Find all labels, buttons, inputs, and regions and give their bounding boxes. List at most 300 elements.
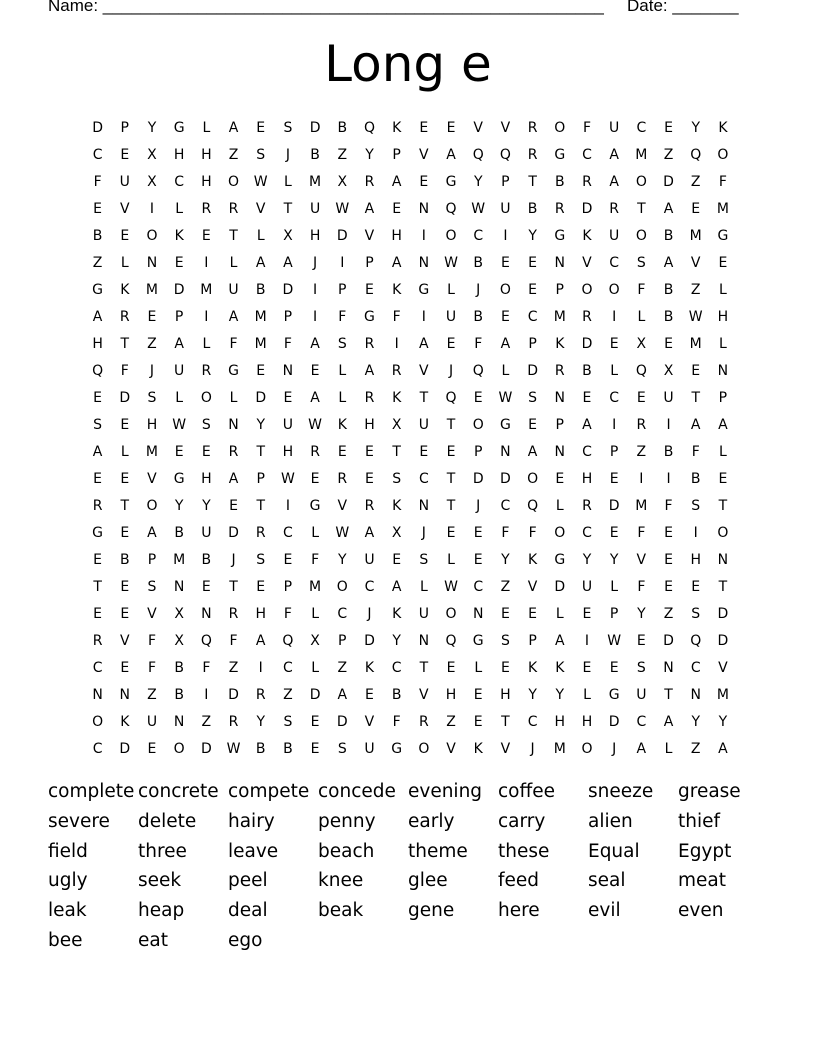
grid-letter: N <box>173 578 185 595</box>
grid-letter: O <box>445 605 457 622</box>
grid-letter: A <box>718 740 728 757</box>
grid-letter: P <box>392 146 401 163</box>
grid-letter: U <box>174 362 185 379</box>
word-bank-item: seal <box>588 870 626 892</box>
grid-letter: K <box>528 551 538 568</box>
grid-letter: D <box>173 281 185 298</box>
grid-letter: E <box>500 659 510 676</box>
grid-letter: X <box>174 632 184 649</box>
grid-letter: S <box>147 389 157 406</box>
grid-letter: H <box>581 713 593 730</box>
grid-letter: E <box>664 335 673 352</box>
grid-letter: Y <box>528 227 537 244</box>
grid-letter: A <box>391 254 402 271</box>
grid-letter: A <box>228 308 239 325</box>
grid-letter: M <box>716 686 729 703</box>
grid-letter: Y <box>637 605 646 622</box>
grid-letter: E <box>500 308 510 325</box>
grid-letter: S <box>636 254 646 271</box>
grid-letter: U <box>636 686 647 703</box>
grid-letter: O <box>336 578 348 595</box>
grid-letter: Q <box>445 632 457 649</box>
grid-letter: O <box>173 740 185 757</box>
word-bank-item: feed <box>498 870 540 892</box>
grid-letter: B <box>201 551 212 568</box>
grid-letter: B <box>310 146 320 163</box>
word-bank-item: gene <box>408 900 455 922</box>
grid-letter: Z <box>446 713 456 730</box>
grid-letter: U <box>445 308 457 325</box>
grid-letter: I <box>204 686 209 703</box>
grid-letter: N <box>173 713 185 730</box>
grid-letter: K <box>582 227 592 244</box>
grid-letter: T <box>446 497 456 514</box>
grid-letter: C <box>636 713 647 730</box>
grid-letter: F <box>637 524 646 541</box>
grid-letter: C <box>92 740 103 757</box>
grid-letter: E <box>528 281 538 298</box>
grid-letter: D <box>608 497 620 514</box>
grid-letter: C <box>690 659 701 676</box>
grid-letter: C <box>527 308 538 325</box>
grid-letter: I <box>666 470 671 487</box>
grid-letter: O <box>717 146 729 163</box>
grid-letter: B <box>663 443 674 460</box>
grid-letter: K <box>364 659 375 676</box>
grid-letter: D <box>472 470 484 487</box>
grid-letter: E <box>120 416 130 433</box>
grid-letter: T <box>501 713 510 730</box>
grid-letter: W <box>253 173 268 190</box>
grid-letter: A <box>310 389 320 406</box>
grid-letter: O <box>717 524 729 541</box>
grid-letter: E <box>201 578 211 595</box>
grid-letter: Z <box>337 146 348 163</box>
grid-letter: D <box>663 632 674 649</box>
grid-letter: E <box>93 470 103 487</box>
grid-letter: G <box>228 362 239 379</box>
letter-grid <box>84 114 737 762</box>
grid-letter: U <box>364 740 375 757</box>
grid-letter: L <box>610 578 619 595</box>
grid-letter: F <box>582 119 591 136</box>
grid-letter: Z <box>663 146 674 163</box>
grid-letter: M <box>553 740 566 757</box>
grid-letter: X <box>310 632 320 649</box>
grid-letter: E <box>473 389 483 406</box>
grid-letter: P <box>120 119 129 136</box>
grid-letter: K <box>392 281 402 298</box>
grid-letter: K <box>120 713 130 730</box>
word-bank-item: grease <box>678 781 741 802</box>
grid-letter: J <box>448 362 454 379</box>
grid-letter: E <box>120 524 130 541</box>
word-bank-item: these <box>498 840 550 862</box>
grid-letter: A <box>92 443 103 460</box>
header-fields <box>48 0 739 16</box>
grid-letter: W <box>498 389 513 406</box>
grid-letter: A <box>337 686 348 703</box>
grid-letter: B <box>255 281 266 298</box>
grid-letter: N <box>500 443 511 460</box>
grid-letter: P <box>473 443 483 460</box>
grid-letter: N <box>472 605 484 622</box>
grid-letter: E <box>93 200 103 217</box>
grid-letter: O <box>200 389 212 406</box>
grid-letter: F <box>229 335 238 352</box>
grid-letter: E <box>636 632 646 649</box>
grid-letter: E <box>310 713 320 730</box>
grid-letter: I <box>503 227 508 244</box>
grid-letter: D <box>527 362 538 379</box>
grid-letter: Q <box>92 362 104 379</box>
grid-letter: C <box>473 578 484 595</box>
grid-letter: C <box>582 443 592 460</box>
grid-letter: R <box>201 362 212 379</box>
grid-letter: I <box>612 416 617 433</box>
grid-letter: V <box>718 659 728 676</box>
grid-letter: W <box>335 200 350 217</box>
grid-letter: K <box>718 119 728 136</box>
grid-letter: P <box>283 308 293 325</box>
grid-letter: Z <box>636 443 647 460</box>
grid-letter: E <box>365 470 374 487</box>
grid-letter: B <box>527 200 538 217</box>
grid-letter: V <box>419 146 429 163</box>
grid-letter: U <box>609 227 620 244</box>
grid-letter: Q <box>690 632 702 649</box>
grid-letter: X <box>147 146 157 163</box>
grid-letter: L <box>175 200 184 217</box>
grid-letter: M <box>309 173 322 190</box>
grid-letter: F <box>691 443 700 460</box>
grid-letter: I <box>612 308 617 325</box>
grid-letter: E <box>392 200 402 217</box>
grid-letter: A <box>663 254 674 271</box>
grid-letter: E <box>120 227 130 244</box>
grid-letter: R <box>255 524 266 541</box>
grid-letter: D <box>500 470 511 487</box>
grid-letter: A <box>609 173 619 190</box>
word-bank-item: evening <box>408 781 483 802</box>
grid-letter: S <box>392 470 402 487</box>
grid-letter: O <box>228 173 240 190</box>
grid-letter: E <box>664 524 673 541</box>
grid-letter: E <box>718 254 728 271</box>
grid-letter: V <box>636 551 647 568</box>
grid-letter: E <box>310 740 320 757</box>
grid-letter: O <box>554 119 566 136</box>
word-bank-item: leave <box>228 840 279 862</box>
grid-letter: E <box>446 335 456 352</box>
grid-letter: U <box>119 173 130 190</box>
grid-letter: N <box>663 659 674 676</box>
grid-letter: H <box>92 335 103 352</box>
grid-letter: E <box>120 605 130 622</box>
grid-letter: V <box>446 740 456 757</box>
grid-letter: A <box>419 335 429 352</box>
grid-letter: E <box>473 524 483 541</box>
grid-letter: E <box>310 470 320 487</box>
grid-letter: E <box>310 362 320 379</box>
grid-letter: T <box>256 443 265 460</box>
grid-letter: J <box>476 281 481 298</box>
grid-letter: K <box>555 335 565 352</box>
grid-letter: U <box>228 281 239 298</box>
grid-letter: L <box>719 335 727 352</box>
grid-letter: Z <box>690 740 701 757</box>
grid-letter: R <box>364 173 375 190</box>
grid-letter: G <box>309 497 321 514</box>
grid-letter: E <box>446 119 456 136</box>
grid-letter: V <box>119 200 130 217</box>
grid-letter: L <box>256 227 265 244</box>
word-bank-item: delete <box>138 810 197 832</box>
grid-letter: F <box>229 632 238 649</box>
grid-letter: H <box>255 605 266 622</box>
grid-letter: A <box>147 524 157 541</box>
grid-letter: E <box>446 443 456 460</box>
grid-letter: G <box>391 740 403 757</box>
grid-letter: E <box>446 659 456 676</box>
grid-letter: S <box>691 497 701 514</box>
grid-letter: E <box>174 254 184 271</box>
word-bank-item: meat <box>678 870 726 892</box>
grid-letter: T <box>229 578 238 595</box>
grid-letter: N <box>690 686 701 703</box>
grid-letter: O <box>92 713 104 730</box>
grid-letter: L <box>474 659 483 676</box>
grid-letter: L <box>229 389 238 406</box>
grid-letter: E <box>93 389 103 406</box>
grid-letter: S <box>256 551 266 568</box>
grid-letter: B <box>690 470 701 487</box>
grid-letter: T <box>718 497 728 514</box>
grid-letter: T <box>691 389 700 406</box>
grid-letter: L <box>637 308 646 325</box>
grid-letter: F <box>392 713 401 730</box>
word-bank-item: bee <box>48 929 83 951</box>
grid-letter: K <box>392 119 402 136</box>
grid-letter: D <box>119 389 131 406</box>
word-bank-item: complete <box>48 781 135 802</box>
grid-letter: E <box>392 551 402 568</box>
grid-letter: L <box>447 281 455 298</box>
grid-letter: I <box>313 281 318 298</box>
grid-letter: R <box>554 200 565 217</box>
grid-letter: Z <box>337 659 348 676</box>
grid-letter: G <box>472 632 484 649</box>
grid-letter: E <box>691 362 701 379</box>
grid-letter: T <box>256 497 265 514</box>
grid-letter: A <box>500 335 511 352</box>
grid-letter: R <box>609 200 620 217</box>
grid-letter: A <box>255 632 266 649</box>
grid-letter: U <box>309 200 321 217</box>
grid-letter: L <box>501 362 510 379</box>
grid-letter: H <box>690 551 701 568</box>
grid-letter: H <box>717 308 729 325</box>
grid-letter: E <box>528 416 538 433</box>
grid-letter: T <box>120 335 130 352</box>
grid-letter: R <box>92 497 103 514</box>
grid-letter: A <box>364 524 375 541</box>
word-bank-item: evil <box>588 900 621 922</box>
grid-letter: A <box>718 416 728 433</box>
grid-letter: L <box>202 119 211 136</box>
grid-letter: S <box>283 119 293 136</box>
grid-letter: G <box>92 524 104 541</box>
word-bank-item: even <box>678 900 724 922</box>
grid-letter: Q <box>472 362 484 379</box>
grid-letter: Y <box>392 632 401 649</box>
grid-letter: S <box>337 335 347 352</box>
grid-letter: L <box>311 659 319 676</box>
grid-letter: Q <box>363 119 375 136</box>
grid-letter: C <box>418 470 429 487</box>
grid-letter: I <box>421 227 426 244</box>
grid-letter: P <box>147 551 157 568</box>
grid-letter: A <box>255 254 266 271</box>
grid-letter: C <box>364 578 375 595</box>
grid-letter: Y <box>174 497 184 514</box>
word-bank <box>48 779 768 958</box>
grid-letter: H <box>201 470 212 487</box>
grid-letter: E <box>337 443 347 460</box>
grid-letter: M <box>309 578 322 595</box>
grid-letter: M <box>689 335 702 352</box>
grid-letter: B <box>554 173 565 190</box>
grid-letter: A <box>582 416 592 433</box>
grid-letter: I <box>204 308 209 325</box>
grid-letter: Y <box>582 551 592 568</box>
grid-letter: J <box>285 146 290 163</box>
grid-letter: R <box>228 605 239 622</box>
grid-letter: D <box>581 335 593 352</box>
grid-letter: T <box>637 200 646 217</box>
grid-letter: Z <box>147 686 157 703</box>
grid-letter: P <box>283 578 293 595</box>
grid-letter: I <box>258 659 263 676</box>
grid-letter: L <box>664 740 673 757</box>
word-bank-item: coffee <box>498 781 555 802</box>
grid-letter: L <box>555 605 564 622</box>
grid-letter: G <box>554 146 566 163</box>
grid-letter: E <box>229 497 238 514</box>
grid-letter: Q <box>499 146 511 163</box>
grid-letter: Q <box>200 632 212 649</box>
grid-letter: J <box>421 524 426 541</box>
grid-letter: U <box>663 389 674 406</box>
grid-letter: M <box>689 227 702 244</box>
word-bank-item: concrete <box>138 781 219 802</box>
grid-letter: U <box>609 119 620 136</box>
word-bank-item: thief <box>678 810 721 832</box>
grid-letter: A <box>364 362 375 379</box>
word-bank-item: compete <box>228 781 310 802</box>
grid-letter: L <box>175 389 184 406</box>
grid-letter: E <box>500 254 510 271</box>
grid-letter: E <box>446 524 456 541</box>
grid-letter: T <box>283 200 293 217</box>
grid-letter: C <box>473 227 484 244</box>
grid-letter: I <box>313 308 318 325</box>
grid-letter: E <box>256 119 266 136</box>
grid-letter: U <box>364 551 375 568</box>
grid-letter: F <box>202 659 211 676</box>
word-bank-item: alien <box>588 810 633 832</box>
grid-letter: Y <box>256 416 265 433</box>
grid-letter: C <box>636 119 647 136</box>
grid-letter: I <box>666 416 671 433</box>
grid-letter: E <box>609 470 619 487</box>
grid-letter: A <box>690 416 701 433</box>
grid-letter: E <box>174 443 184 460</box>
grid-letter: Q <box>445 200 457 217</box>
grid-letter: U <box>201 524 212 541</box>
grid-letter: S <box>419 551 429 568</box>
grid-letter: B <box>391 686 402 703</box>
grid-letter: S <box>636 659 646 676</box>
grid-letter: G <box>418 281 430 298</box>
name-field-label: Name: _____________________________________________________ <box>48 0 604 15</box>
grid-letter: O <box>554 524 566 541</box>
grid-letter: S <box>256 146 266 163</box>
grid-letter: M <box>173 551 186 568</box>
grid-letter: C <box>283 659 293 676</box>
grid-letter: Z <box>690 173 701 190</box>
grid-letter: Z <box>690 281 701 298</box>
grid-letter: N <box>146 254 158 271</box>
word-bank-item: field <box>48 840 88 862</box>
grid-letter: N <box>418 497 430 514</box>
grid-letter: V <box>419 362 429 379</box>
grid-letter: O <box>146 497 158 514</box>
grid-letter: V <box>473 119 483 136</box>
grid-letter: R <box>228 443 239 460</box>
grid-letter: R <box>364 389 375 406</box>
grid-letter: Y <box>338 551 347 568</box>
word-bank-item: carry <box>498 810 546 832</box>
word-bank-item: knee <box>318 870 364 892</box>
grid-letter: H <box>201 146 212 163</box>
grid-letter: P <box>174 308 184 325</box>
grid-letter: H <box>391 227 402 244</box>
word-bank-item: ego <box>228 929 263 951</box>
grid-letter: P <box>528 632 537 649</box>
grid-letter: I <box>584 632 590 649</box>
grid-letter: E <box>120 146 130 163</box>
word-bank-item: heap <box>138 900 185 922</box>
grid-letter: I <box>639 470 644 487</box>
word-bank-item: theme <box>408 840 468 862</box>
grid-letter: F <box>311 551 320 568</box>
grid-letter: E <box>365 281 374 298</box>
grid-letter: R <box>337 470 348 487</box>
grid-letter: P <box>338 281 347 298</box>
grid-letter: E <box>93 605 103 622</box>
grid-letter: O <box>445 227 457 244</box>
grid-letter: B <box>663 227 674 244</box>
grid-letter: E <box>93 551 103 568</box>
grid-letter: Y <box>718 713 728 730</box>
grid-letter: F <box>474 335 483 352</box>
grid-letter: E <box>419 443 429 460</box>
grid-letter: C <box>174 173 185 190</box>
grid-letter: E <box>555 470 565 487</box>
grid-letter: E <box>419 173 429 190</box>
grid-letter: E <box>500 605 510 622</box>
